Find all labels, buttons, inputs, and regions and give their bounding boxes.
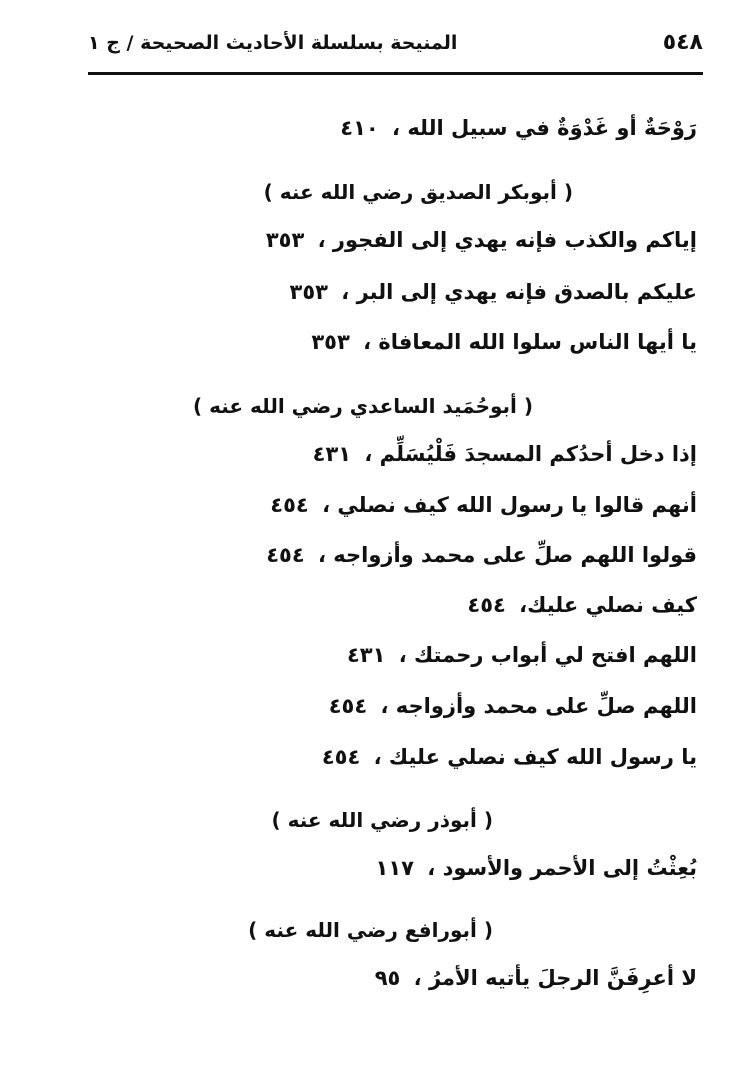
header-rule (88, 72, 703, 75)
running-title: المنيحة بسلسلة الأحاديث الصحيحة / ج ١ (88, 32, 458, 54)
entry-reference: ٤٥٤ (328, 694, 368, 718)
hadith-entry (290, 280, 697, 304)
entry-text: يا رسول الله كيف نصلي عليك ، (373, 745, 697, 769)
entry-text: أنهم قالوا يا رسول الله كيف نصلي ، (322, 493, 697, 517)
page-header (88, 30, 703, 70)
entry-reference: ٤٥٤ (467, 593, 506, 617)
narrator-heading: ( أبوبكر الصديق رضي الله عنه ) (263, 180, 573, 204)
hadith-entry (376, 856, 697, 880)
entry-reference: ١١٧ (375, 856, 414, 880)
entry-reference: ٣٥٣ (311, 330, 350, 354)
hadith-entry (375, 966, 697, 990)
entry-text: بُعِثْتُ إلى الأحمر والأسود ، (427, 856, 697, 880)
hadith-entry (266, 543, 697, 567)
entry-reference: ٣٥٣ (265, 228, 305, 252)
entry-text: إذا دخل أحدُكم المسجدَ فَلْيُسَلِّم ، (364, 442, 697, 466)
entry-text: رَوْحَةٌ أو غَدْوَةٌ في سبيل الله ، (392, 116, 697, 140)
narrator-heading: ( أبوحُمَيد الساعدي رضي الله عنه ) (193, 394, 533, 418)
entry-text: يا أيها الناس سلوا الله المعافاة ، (363, 330, 697, 354)
entry-reference: ٤٣١ (312, 442, 352, 466)
hadith-entry (270, 493, 697, 517)
hadith-entry (266, 228, 697, 252)
narrator-heading: ( أبوذر رضي الله عنه ) (271, 808, 493, 832)
entry-text: كيف نصلي عليك، (519, 593, 697, 617)
entry-reference: ٤٥٤ (266, 543, 305, 567)
hadith-entry (313, 442, 697, 466)
entry-text: عليكم بالصدق فإنه يهدي إلى البر ، (341, 280, 697, 304)
entry-reference: ٤٥٤ (321, 745, 361, 769)
hadith-entry (467, 593, 697, 617)
hadith-entry (311, 330, 697, 354)
hadith-entry (322, 745, 697, 769)
hadith-entry (340, 116, 697, 140)
page-number: ٥٤٨ (662, 30, 703, 55)
narrator-heading: ( أبورافع رضي الله عنه ) (248, 918, 493, 942)
entry-text: اللهم افتح لي أبواب رحمتك ، (398, 643, 697, 667)
entry-text: قولوا اللهم صلِّ على محمد وأزواجه ، (317, 543, 697, 567)
entry-text: لا أعرِفَنَّ الرجلَ يأتيه الأمرُ ، (413, 966, 697, 990)
entry-reference: ٩٥ (374, 966, 401, 990)
entry-reference: ٤١٠ (340, 116, 379, 140)
entry-text: اللهم صلِّ على محمد وأزواجه ، (380, 694, 697, 718)
hadith-entry (329, 694, 697, 718)
entry-reference: ٤٥٤ (270, 493, 309, 517)
entry-reference: ٤٣١ (346, 643, 386, 667)
hadith-entry (347, 643, 697, 667)
entry-reference: ٣٥٣ (289, 280, 328, 304)
entry-text: إياكم والكذب فإنه يهدي إلى الفجور ، (317, 228, 697, 252)
